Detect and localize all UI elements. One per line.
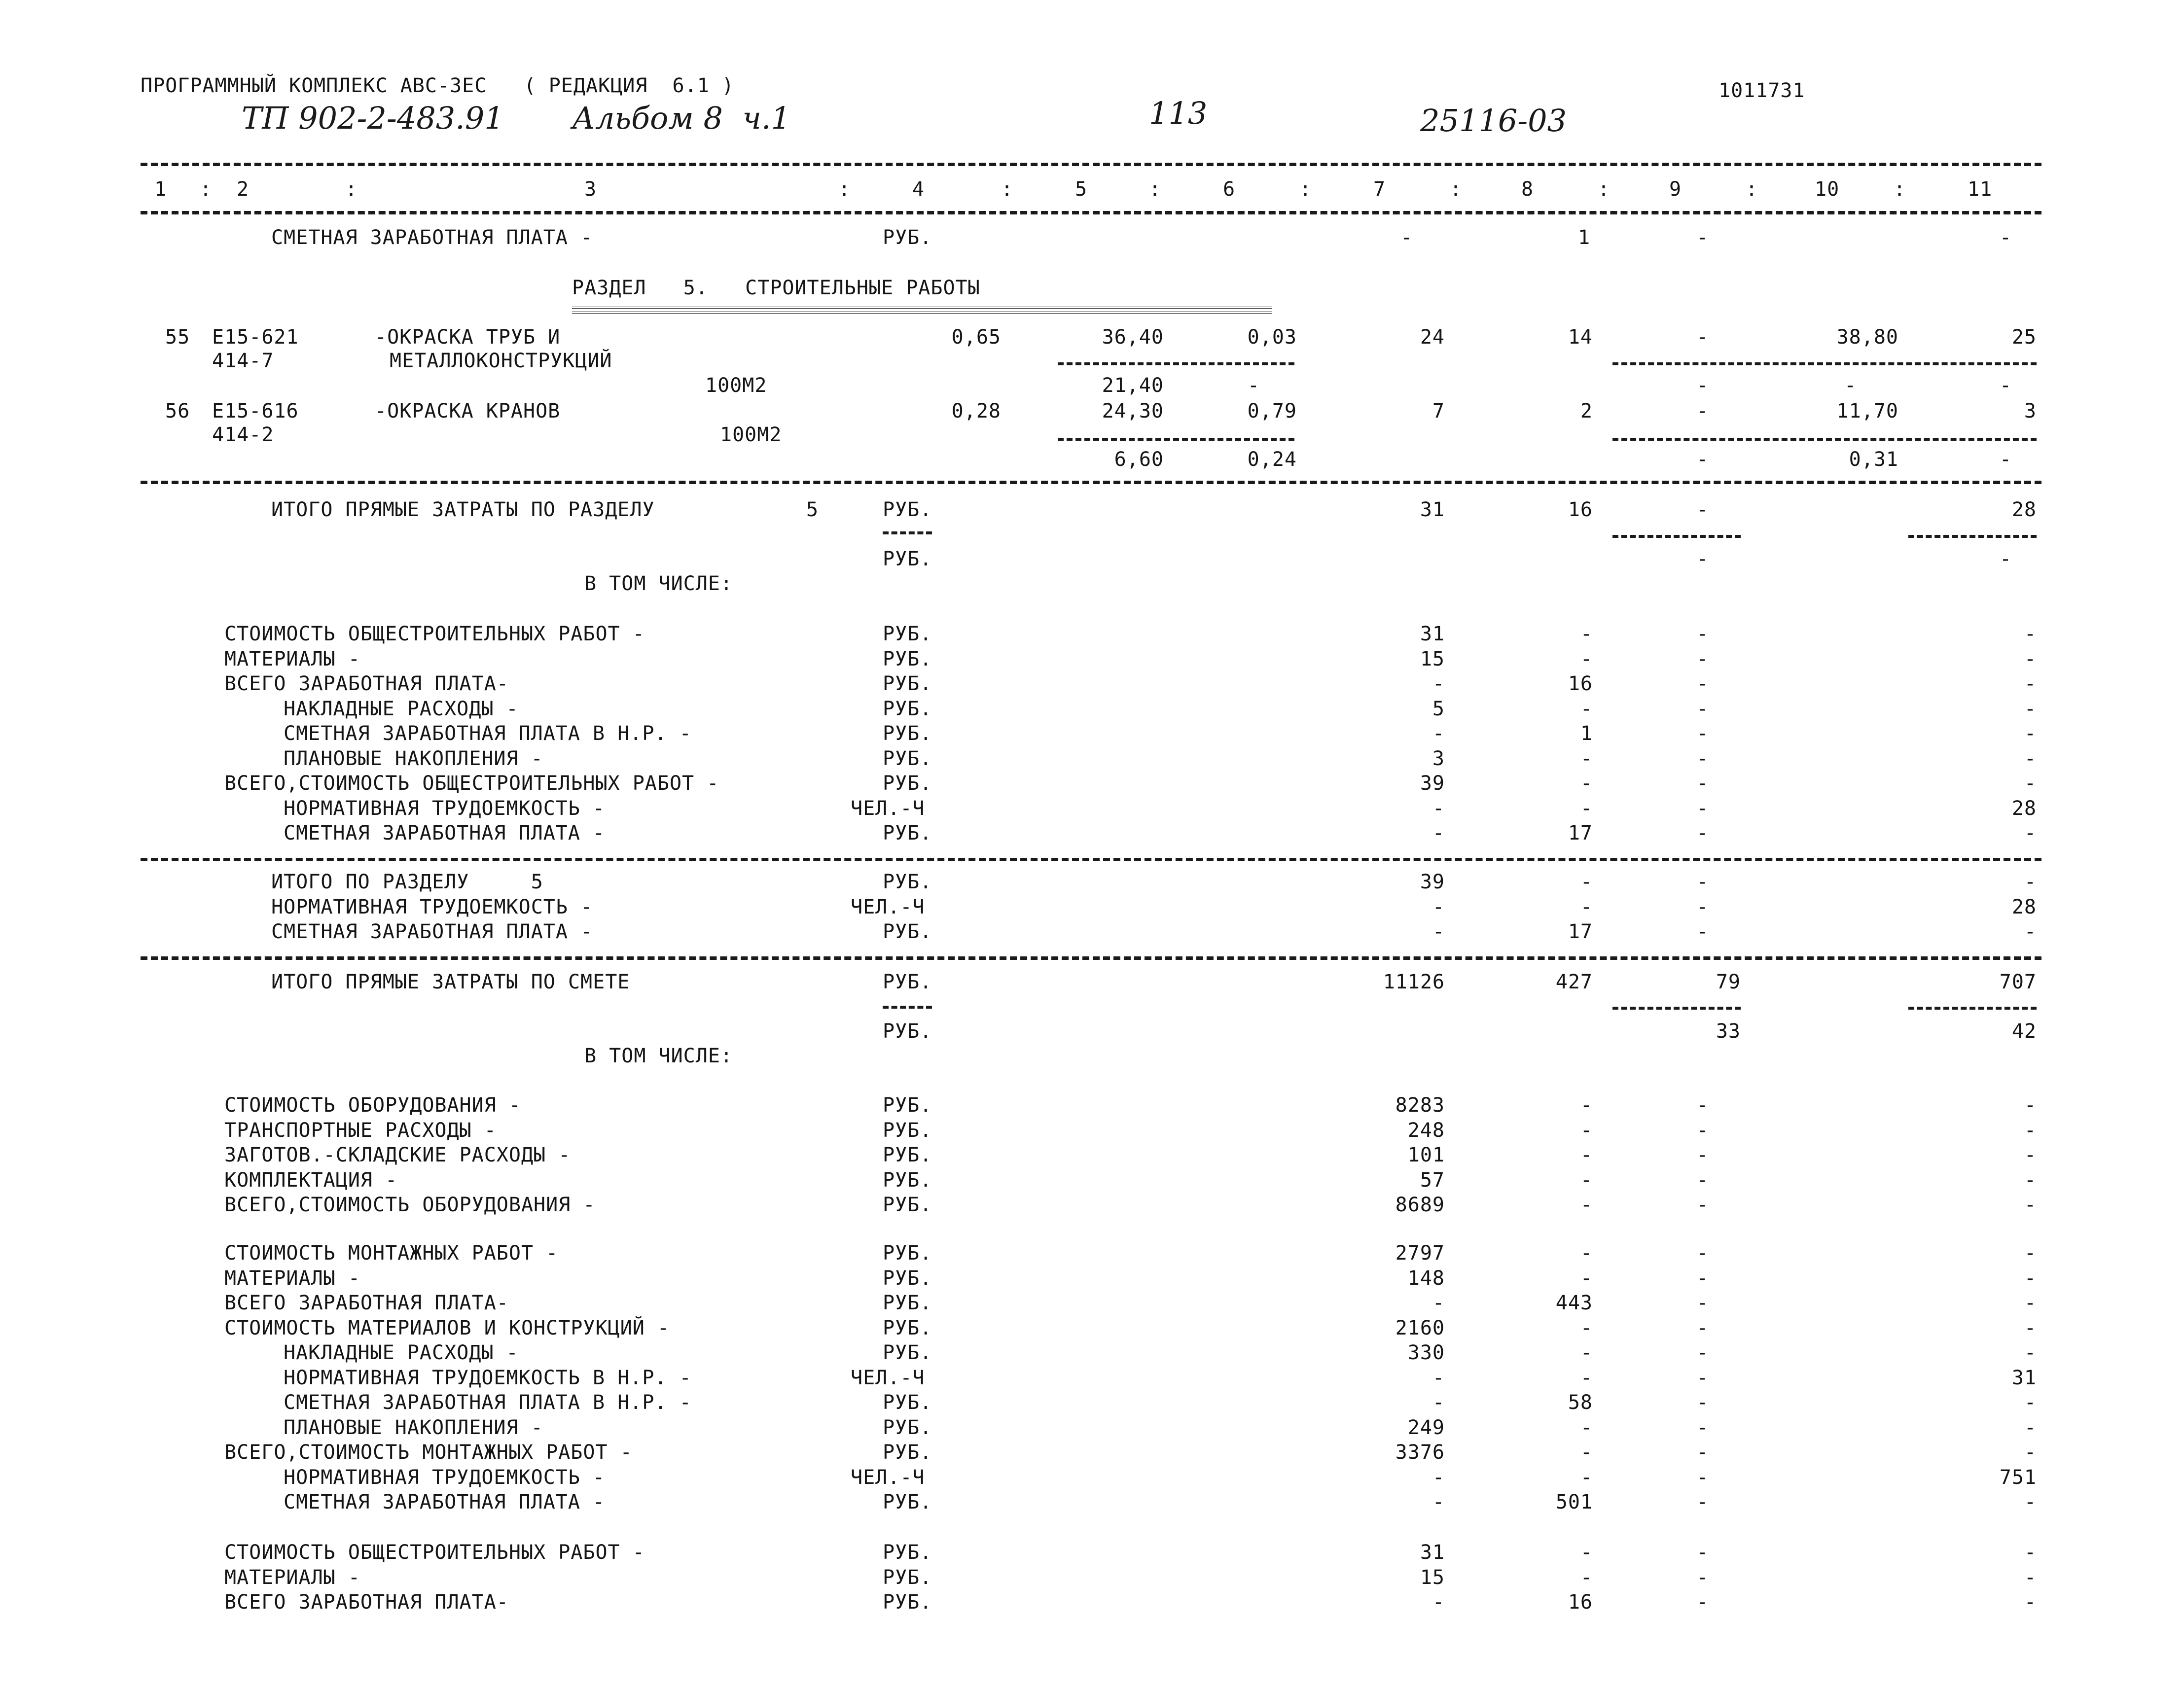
cell-c11: -: [2000, 226, 2012, 249]
cell-c11: -: [2024, 1416, 2037, 1439]
cell-c11: -: [2024, 747, 2037, 770]
cell-c8: -: [1580, 1341, 1593, 1364]
divider: [141, 163, 2041, 166]
row-unit: РУБ.: [883, 498, 932, 521]
cell-c11: 751: [1999, 1466, 2037, 1489]
row-label: НОРМАТИВНАЯ ТРУДОЕМКОСТЬ -: [284, 1466, 606, 1489]
cell-c11: -: [2024, 1242, 2037, 1265]
cell-c9: -: [1696, 1441, 1709, 1464]
cell-c8: -: [1580, 1242, 1593, 1265]
cell-c11: -: [2024, 697, 2037, 720]
row-unit: РУБ.: [883, 623, 932, 645]
cell-c9: -: [1696, 1168, 1709, 1192]
cell-c9: -: [1696, 623, 1709, 645]
cell-c9: -: [1696, 1144, 1709, 1166]
cell-c9: -: [1696, 1591, 1709, 1614]
col-6: 6: [1223, 178, 1236, 201]
item-number: 55: [165, 326, 190, 349]
divider: [1612, 1007, 1741, 1010]
divider: [141, 858, 2041, 861]
cell-c11: -: [2024, 772, 2037, 795]
handwritten-code: 25116-03: [1420, 103, 1567, 139]
row-unit: ЧЕЛ.-Ч: [851, 895, 925, 918]
row-unit: РУБ.: [883, 871, 932, 893]
cell-c9: -: [1696, 1119, 1709, 1142]
row-unit: РУБ.: [883, 672, 932, 695]
cell-c8: 427: [1555, 971, 1593, 993]
col-sep: :: [1149, 178, 1162, 201]
cell-c9: -: [1696, 871, 1709, 893]
row-label: ЗАГОТОВ.-СКЛАДСКИЕ РАСХОДЫ -: [224, 1144, 571, 1166]
cell-c5b: 6,60: [1114, 448, 1164, 471]
row-unit: РУБ.: [883, 722, 932, 745]
cell-c7: 101: [1407, 1144, 1445, 1166]
cell-c11: -: [2024, 1292, 2037, 1314]
row-label: ВСЕГО ЗАРАБОТНАЯ ПЛАТА-: [224, 1591, 509, 1614]
cell-c11: -: [2024, 1391, 2037, 1414]
cell-c9: -: [1696, 1466, 1709, 1489]
cell-c8: -: [1580, 1194, 1593, 1216]
cell-c8: -: [1580, 647, 1593, 670]
cell-c9: -: [1696, 722, 1709, 745]
row-unit: РУБ.: [883, 1341, 932, 1364]
cell-c8: -: [1580, 1441, 1593, 1464]
row-unit: РУБ.: [883, 1194, 932, 1216]
cell-c7: 31: [1420, 623, 1445, 645]
cell-c11: -: [2024, 1168, 2037, 1192]
cell-c9: 79: [1716, 971, 1741, 993]
row-unit: РУБ.: [883, 1591, 932, 1614]
cell-c7: 39: [1420, 871, 1445, 893]
row-label: ПЛАНОВЫЕ НАКОПЛЕНИЯ -: [284, 1416, 543, 1439]
col-sep: :: [200, 178, 213, 201]
cell-c9b: -: [1696, 548, 1709, 570]
cell-c8: -: [1580, 1541, 1593, 1564]
program-header: ПРОГРАММНЫЙ КОМПЛЕКС АВС-3ЕС ( РЕДАКЦИЯ 6.1 ): [141, 74, 734, 97]
cell-c7: -: [1432, 672, 1445, 695]
row-label: ВСЕГО,СТОИМОСТЬ ОБОРУДОВАНИЯ -: [224, 1194, 596, 1216]
cell-c7: -: [1432, 1391, 1445, 1414]
cell-c9: -: [1696, 1242, 1709, 1265]
cell-c11: -: [2024, 623, 2037, 645]
cell-c8: 16: [1568, 498, 1593, 521]
cell-c11: -: [2024, 1441, 2037, 1464]
row-unit: ЧЕЛ.-Ч: [851, 1466, 925, 1489]
row-unit: РУБ.: [883, 1541, 932, 1564]
cell-c7: -: [1432, 895, 1445, 918]
col-10: 10: [1815, 178, 1840, 201]
row-label: ИТОГО ПО РАЗДЕЛУ 5: [271, 871, 543, 893]
cell-c6b: 0,24: [1247, 448, 1297, 471]
cell-c8: -: [1580, 1316, 1593, 1339]
row-label: ПЛАНОВЫЕ НАКОПЛЕНИЯ -: [284, 747, 543, 770]
row-unit: РУБ.: [883, 1144, 932, 1166]
section-number: 5: [806, 498, 819, 521]
cell-c8: -: [1580, 1466, 1593, 1489]
cell-c9: -: [1696, 1266, 1709, 1290]
cell-c11b: -: [2000, 374, 2012, 397]
cell-c8: 501: [1555, 1491, 1593, 1513]
cell-c9: -: [1696, 797, 1709, 820]
cell-c8: -: [1580, 1566, 1593, 1589]
cell-c11: 25: [2011, 326, 2037, 349]
cell-c8: -: [1580, 1366, 1593, 1389]
cell-c8: -: [1580, 772, 1593, 795]
cell-c7: -: [1432, 1591, 1445, 1614]
cell-c8: 14: [1568, 326, 1593, 349]
row-label: СТОИМОСТЬ ОБЩЕСТРОИТЕЛЬНЫХ РАБОТ -: [224, 1541, 645, 1564]
cell-c11: -: [2024, 722, 2037, 745]
cell-c8: 443: [1555, 1292, 1593, 1314]
cell-c11: 31: [2011, 1366, 2037, 1389]
row-label: СМЕТНАЯ ЗАРАБОТНАЯ ПЛАТА -: [271, 920, 593, 943]
row-label: НАКЛАДНЫЕ РАСХОДЫ -: [284, 1341, 519, 1364]
cell-c9: -: [1696, 1491, 1709, 1513]
cell-c11: 28: [2011, 498, 2037, 521]
cell-c10: 38,80: [1836, 326, 1898, 349]
cell-c11: -: [2024, 1341, 2037, 1364]
row-unit: РУБ.: [883, 647, 932, 670]
row-unit: РУБ.: [883, 697, 932, 720]
item-code2: 414-2: [212, 423, 274, 446]
cell-c7: 2160: [1395, 1316, 1445, 1339]
row-unit: РУБ.: [883, 1020, 932, 1043]
item-code: Е15-621: [212, 326, 299, 349]
cell-c9: -: [1696, 1541, 1709, 1564]
cell-c9: -: [1696, 672, 1709, 695]
cell-c5b: 21,40: [1102, 374, 1164, 397]
cell-c9: -: [1696, 920, 1709, 943]
item-name: -ОКРАСКА ТРУБ И: [375, 326, 561, 349]
cell-c9: -: [1696, 1366, 1709, 1389]
cell-c9: -: [1696, 1094, 1709, 1117]
cell-c7: -: [1432, 722, 1445, 745]
row-unit: РУБ.: [883, 1441, 932, 1464]
row-label: ВСЕГО ЗАРАБОТНАЯ ПЛАТА-: [224, 1292, 509, 1314]
col-sep: :: [1001, 178, 1014, 201]
row-unit: РУБ.: [883, 920, 932, 943]
cell-c11b: 42: [2011, 1020, 2037, 1043]
cell-c11: 3: [2024, 400, 2037, 422]
cell-c7: 2797: [1395, 1242, 1445, 1265]
cell-c7: 15: [1420, 1566, 1445, 1589]
row-unit: РУБ.: [883, 1316, 932, 1339]
col-2: 2: [237, 178, 250, 201]
row-label: СМЕТНАЯ ЗАРАБОТНАЯ ПЛАТА -: [271, 226, 593, 249]
cell-c8: -: [1580, 895, 1593, 918]
row-label: СТОИМОСТЬ ОБОРУДОВАНИЯ -: [224, 1094, 521, 1117]
cell-c6: 0,79: [1247, 400, 1297, 422]
cell-c7: 31: [1420, 1541, 1445, 1564]
cell-c8: -: [1580, 1119, 1593, 1142]
divider: [1908, 1007, 2037, 1010]
cell-c9: -: [1696, 226, 1709, 249]
doc-number: 1011731: [1719, 79, 1805, 102]
cell-c4: 0,65: [951, 326, 1001, 349]
item-unit: 100М2: [705, 374, 767, 397]
row-label: СМЕТНАЯ ЗАРАБОТНАЯ ПЛАТА В Н.Р. -: [284, 1391, 692, 1414]
row-unit: РУБ.: [883, 1292, 932, 1314]
cell-c7: 7: [1432, 400, 1445, 422]
cell-c10: 11,70: [1836, 400, 1898, 422]
cell-c8: -: [1580, 697, 1593, 720]
divider: [1612, 535, 1741, 538]
row-label: ТРАНСПОРТНЫЕ РАСХОДЫ -: [224, 1119, 497, 1142]
cell-c9: -: [1696, 747, 1709, 770]
cell-c6: 0,03: [1247, 326, 1297, 349]
cell-c11: -: [2024, 1194, 2037, 1216]
cell-c9b: -: [1696, 374, 1709, 397]
col-sep: :: [1450, 178, 1463, 201]
cell-c7: 31: [1420, 498, 1445, 521]
col-sep: :: [1598, 178, 1611, 201]
cell-c7: -: [1432, 1292, 1445, 1314]
cell-c11: -: [2024, 822, 2037, 844]
row-label: СТОИМОСТЬ МОНТАЖНЫХ РАБОТ -: [224, 1242, 559, 1265]
cell-c8: 17: [1568, 822, 1593, 844]
col-3: 3: [584, 178, 597, 201]
cell-c9: -: [1696, 1292, 1709, 1314]
cell-c9: -: [1696, 822, 1709, 844]
cell-c9: -: [1696, 1391, 1709, 1414]
cell-c11: -: [2024, 1566, 2037, 1589]
row-unit: РУБ.: [883, 1566, 932, 1589]
cell-c8: -: [1580, 871, 1593, 893]
cell-c7: 8283: [1395, 1094, 1445, 1117]
row-unit: РУБ.: [883, 548, 932, 570]
divider: [141, 481, 2041, 484]
cell-c11: -: [2024, 647, 2037, 670]
divider: [141, 211, 2041, 214]
cell-c9: -: [1696, 498, 1709, 521]
col-sep: :: [1746, 178, 1758, 201]
cell-c11: -: [2024, 1144, 2037, 1166]
row-label: МАТЕРИАЛЫ -: [224, 1266, 360, 1290]
row-label: МАТЕРИАЛЫ -: [224, 647, 360, 670]
cell-c8: 2: [1580, 400, 1593, 422]
item-name2: МЕТАЛЛОКОНСТРУКЦИЙ: [390, 350, 612, 372]
row-unit: РУБ.: [883, 1391, 932, 1414]
divider: [1908, 535, 2037, 538]
cell-c7: -: [1432, 1366, 1445, 1389]
divider: [883, 1006, 932, 1009]
cell-c9: -: [1696, 772, 1709, 795]
item-number: 56: [165, 400, 190, 422]
row-unit: РУБ.: [883, 772, 932, 795]
cell-c11: -: [2024, 1316, 2037, 1339]
row-label: КОМПЛЕКТАЦИЯ -: [224, 1168, 398, 1192]
cell-c11: 707: [1999, 971, 2037, 993]
cell-c8: -: [1580, 623, 1593, 645]
item-code2: 414-7: [212, 350, 274, 372]
col-11: 11: [1968, 178, 1993, 201]
handwritten-project: ТП 902-2-483.91: [242, 100, 504, 136]
cell-c9b: -: [1696, 448, 1709, 471]
cell-c8: 1: [1580, 722, 1593, 745]
cell-c11: -: [2024, 1591, 2037, 1614]
cell-c11b: -: [2000, 548, 2012, 570]
cell-c9: -: [1696, 1194, 1709, 1216]
row-unit: ЧЕЛ.-Ч: [851, 797, 925, 820]
cell-c8: 1: [1578, 226, 1591, 249]
row-unit: РУБ.: [883, 971, 932, 993]
cell-c9: -: [1696, 326, 1709, 349]
col-sep: :: [1894, 178, 1906, 201]
cell-c5: 24,30: [1102, 400, 1164, 422]
subheading: В ТОМ ЧИСЛЕ:: [584, 1045, 733, 1067]
cell-c7: -: [1432, 1491, 1445, 1513]
col-1: 1: [154, 178, 167, 201]
cell-c7: -: [1400, 226, 1413, 249]
cell-c11: -: [2024, 672, 2037, 695]
cell-c9b: 33: [1716, 1020, 1741, 1043]
cell-c11: -: [2024, 1094, 2037, 1117]
cell-c8: 58: [1568, 1391, 1593, 1414]
cell-c9: -: [1696, 1316, 1709, 1339]
cell-c8: -: [1580, 1416, 1593, 1439]
cell-c7: 5: [1432, 697, 1445, 720]
cell-c4: 0,28: [951, 400, 1001, 422]
row-label: ИТОГО ПРЯМЫЕ ЗАТРАТЫ ПО СМЕТЕ: [271, 971, 630, 993]
cell-c10b: -: [1844, 374, 1857, 397]
row-unit: РУБ.: [883, 1242, 932, 1265]
cell-c8: -: [1580, 1266, 1593, 1290]
row-label: НАКЛАДНЫЕ РАСХОДЫ -: [284, 697, 519, 720]
cell-c7: 248: [1407, 1119, 1445, 1142]
row-unit: РУБ.: [883, 822, 932, 844]
row-unit: РУБ.: [883, 1168, 932, 1192]
row-label: НОРМАТИВНАЯ ТРУДОЕМКОСТЬ -: [284, 797, 606, 820]
divider: [1058, 438, 1294, 441]
cell-c7: 11126: [1383, 971, 1445, 993]
col-sep: :: [838, 178, 851, 201]
cell-c11: -: [2024, 1266, 2037, 1290]
cell-c7: 15: [1420, 647, 1445, 670]
cell-c7: 249: [1407, 1416, 1445, 1439]
cell-c11: 28: [2011, 797, 2037, 820]
col-8: 8: [1521, 178, 1534, 201]
cell-c9: -: [1696, 1416, 1709, 1439]
cell-c8: -: [1580, 1168, 1593, 1192]
row-label: ИТОГО ПРЯМЫЕ ЗАТРАТЫ ПО РАЗДЕЛУ: [271, 498, 655, 521]
section-title: РАЗДЕЛ 5. СТРОИТЕЛЬНЫЕ РАБОТЫ: [572, 277, 980, 299]
divider: [1612, 362, 2037, 365]
cell-c11: -: [2024, 1491, 2037, 1513]
item-code: Е15-616: [212, 400, 299, 422]
cell-c7: -: [1432, 1466, 1445, 1489]
row-unit: РУБ.: [883, 1119, 932, 1142]
col-4: 4: [912, 178, 925, 201]
cell-c8: 16: [1568, 1591, 1593, 1614]
row-label: СМЕТНАЯ ЗАРАБОТНАЯ ПЛАТА -: [284, 1491, 606, 1513]
cell-c7: 330: [1407, 1341, 1445, 1364]
cell-c7: -: [1432, 920, 1445, 943]
cell-c7: 3: [1432, 747, 1445, 770]
section-underline: [572, 307, 1272, 314]
cell-c7: 24: [1420, 326, 1445, 349]
cell-c10b: 0,31: [1849, 448, 1898, 471]
cell-c11: 28: [2011, 895, 2037, 918]
row-label: ВСЕГО ЗАРАБОТНАЯ ПЛАТА-: [224, 672, 509, 695]
divider: [883, 531, 932, 534]
row-label: СТОИМОСТЬ ОБЩЕСТРОИТЕЛЬНЫХ РАБОТ -: [224, 623, 645, 645]
cell-c7: 57: [1420, 1168, 1445, 1192]
cell-c7: 3376: [1395, 1441, 1445, 1464]
cell-c7: -: [1432, 797, 1445, 820]
row-label: СМЕТНАЯ ЗАРАБОТНАЯ ПЛАТА -: [284, 822, 606, 844]
cell-c7: -: [1432, 822, 1445, 844]
cell-c9: -: [1696, 1566, 1709, 1589]
cell-c9: -: [1696, 400, 1709, 422]
row-unit: РУБ.: [883, 226, 932, 249]
row-label: СМЕТНАЯ ЗАРАБОТНАЯ ПЛАТА В Н.Р. -: [284, 722, 692, 745]
cell-c8: -: [1580, 797, 1593, 820]
cell-c9: -: [1696, 697, 1709, 720]
divider: [1058, 362, 1294, 365]
cell-c8: -: [1580, 747, 1593, 770]
row-unit: ЧЕЛ.-Ч: [851, 1366, 925, 1389]
cell-c9: -: [1696, 895, 1709, 918]
row-label: НОРМАТИВНАЯ ТРУДОЕМКОСТЬ -: [271, 895, 593, 918]
cell-c11b: -: [2000, 448, 2012, 471]
row-label: ВСЕГО,СТОИМОСТЬ МОНТАЖНЫХ РАБОТ -: [224, 1441, 633, 1464]
subheading: В ТОМ ЧИСЛЕ:: [584, 572, 733, 595]
row-unit: РУБ.: [883, 1094, 932, 1117]
cell-c8: -: [1580, 1094, 1593, 1117]
cell-c8: 16: [1568, 672, 1593, 695]
cell-c6b: -: [1248, 374, 1260, 397]
row-unit: РУБ.: [883, 1266, 932, 1290]
col-9: 9: [1669, 178, 1682, 201]
col-sep: :: [345, 178, 358, 201]
cell-c7: 148: [1407, 1266, 1445, 1290]
handwritten-page: 113: [1149, 95, 1208, 131]
col-sep: :: [1299, 178, 1312, 201]
cell-c9: -: [1696, 647, 1709, 670]
divider: [1612, 438, 2037, 441]
cell-c7: 8689: [1395, 1194, 1445, 1216]
row-label: СТОИМОСТЬ МАТЕРИАЛОВ И КОНСТРУКЦИЙ -: [224, 1316, 670, 1339]
cell-c9: -: [1696, 1341, 1709, 1364]
cell-c5: 36,40: [1102, 326, 1164, 349]
row-unit: РУБ.: [883, 747, 932, 770]
row-label: МАТЕРИАЛЫ -: [224, 1566, 360, 1589]
cell-c11: -: [2024, 871, 2037, 893]
cell-c11: -: [2024, 1119, 2037, 1142]
item-name: -ОКРАСКА КРАНОВ: [375, 400, 561, 422]
cell-c8: 17: [1568, 920, 1593, 943]
row-label: НОРМАТИВНАЯ ТРУДОЕМКОСТЬ В Н.Р. -: [284, 1366, 692, 1389]
row-unit: РУБ.: [883, 1416, 932, 1439]
cell-c11: -: [2024, 1541, 2037, 1564]
col-5: 5: [1075, 178, 1088, 201]
col-7: 7: [1373, 178, 1386, 201]
row-unit: РУБ.: [883, 1491, 932, 1513]
cell-c7: 39: [1420, 772, 1445, 795]
cell-c8: -: [1580, 1144, 1593, 1166]
handwritten-album: Альбом 8 ч.1: [572, 100, 791, 136]
row-label: ВСЕГО,СТОИМОСТЬ ОБЩЕСТРОИТЕЛЬНЫХ РАБОТ -: [224, 772, 719, 795]
cell-c11: -: [2024, 920, 2037, 943]
item-unit: 100М2: [720, 423, 782, 446]
divider: [141, 956, 2041, 960]
